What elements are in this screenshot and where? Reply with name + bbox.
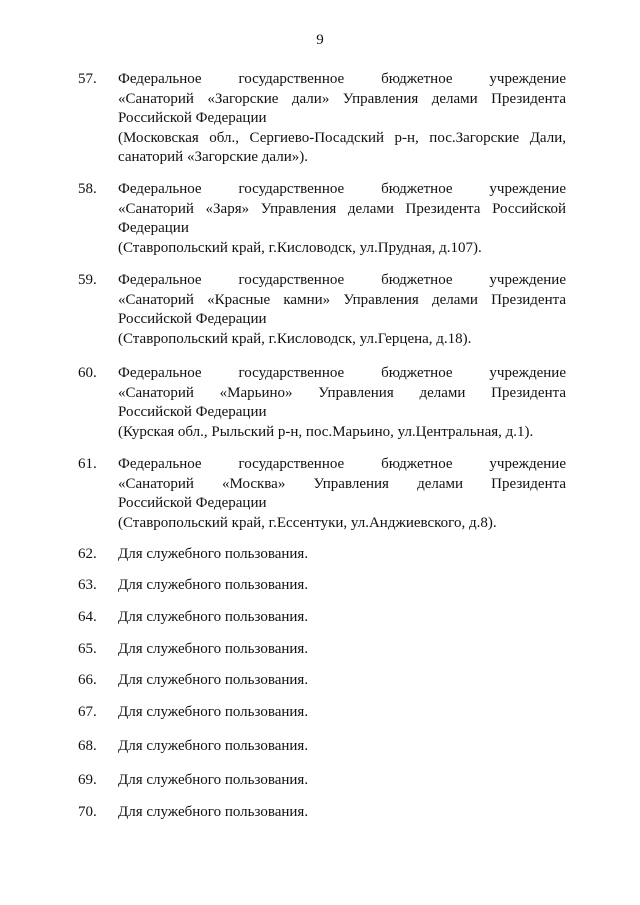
- item-number: 61.: [78, 456, 97, 472]
- item-text: [118, 180, 566, 258]
- item-text: Для служебного пользования.: [118, 704, 309, 720]
- text-line: Федерации: [118, 220, 189, 236]
- item-number: 66.: [78, 672, 97, 688]
- item-number: 60.: [78, 365, 97, 381]
- text-line: «Санаторий «Марьино» Управления делами Президента: [118, 384, 566, 401]
- text-line: (Ставропольский край, г.Ессентуки, ул.Анджиевского, д.8).: [118, 514, 497, 531]
- text-line: санаторий «Загорские дали»).: [118, 149, 308, 165]
- item-text: [118, 364, 566, 442]
- item-text: Для служебного пользования.: [118, 546, 309, 562]
- item-text: Для служебного пользования.: [118, 772, 309, 788]
- page-number: 9: [316, 32, 324, 48]
- text-line: Федеральное государственное бюджетное учреждение: [118, 71, 566, 87]
- item-number: 59.: [78, 272, 97, 288]
- item-text: [118, 70, 566, 168]
- item-text: [118, 271, 566, 349]
- text-line: «Санаторий «Загорские дали» Управления делами Президента: [118, 90, 566, 107]
- item-number: 57.: [78, 71, 97, 87]
- item-text: Для служебного пользования.: [118, 738, 309, 754]
- item-text: [118, 455, 566, 533]
- item-number: 69.: [78, 772, 97, 788]
- text-line: Федеральное государственное бюджетное учреждение: [118, 181, 566, 197]
- text-line: (Ставропольский край, г.Кисловодск, ул.Прудная, д.107).: [118, 239, 482, 256]
- text-line: (Московская обл., Сергиево-Посадский р-н, пос.Загорские Дали,: [118, 129, 566, 146]
- item-number: 70.: [78, 804, 97, 820]
- item-number: 58.: [78, 181, 97, 197]
- item-text: Для служебного пользования.: [118, 577, 309, 593]
- item-number: 65.: [78, 641, 97, 657]
- text-line: Федеральное государственное бюджетное учреждение: [118, 456, 566, 472]
- item-text: Для служебного пользования.: [118, 641, 309, 657]
- text-line: Российской Федерации: [118, 311, 267, 327]
- item-text: Для служебного пользования.: [118, 804, 309, 820]
- text-line: Российской Федерации: [118, 495, 267, 511]
- text-line: Федеральное государственное бюджетное учреждение: [118, 365, 566, 381]
- item-number: 62.: [78, 546, 97, 562]
- item-number: 68.: [78, 738, 97, 754]
- text-line: «Санаторий «Заря» Управления делами Президента Российской: [118, 200, 566, 217]
- text-line: Российской Федерации: [118, 404, 267, 420]
- item-number: 64.: [78, 609, 97, 625]
- text-line: Российской Федерации: [118, 110, 267, 126]
- item-number: 67.: [78, 704, 97, 720]
- text-line: (Курская обл., Рыльский р-н, пос.Марьино, ул.Центральная, д.1).: [118, 423, 534, 440]
- item-text: Для служебного пользования.: [118, 609, 309, 625]
- text-line: Федеральное государственное бюджетное учреждение: [118, 272, 566, 288]
- text-line: «Санаторий «Красные камни» Управления делами Президента: [118, 291, 566, 308]
- text-line: (Ставропольский край, г.Кисловодск, ул.Герцена, д.18).: [118, 330, 472, 347]
- item-number: 63.: [78, 577, 97, 593]
- item-text: Для служебного пользования.: [118, 672, 309, 688]
- text-line: «Санаторий «Москва» Управления делами Президента: [118, 475, 566, 492]
